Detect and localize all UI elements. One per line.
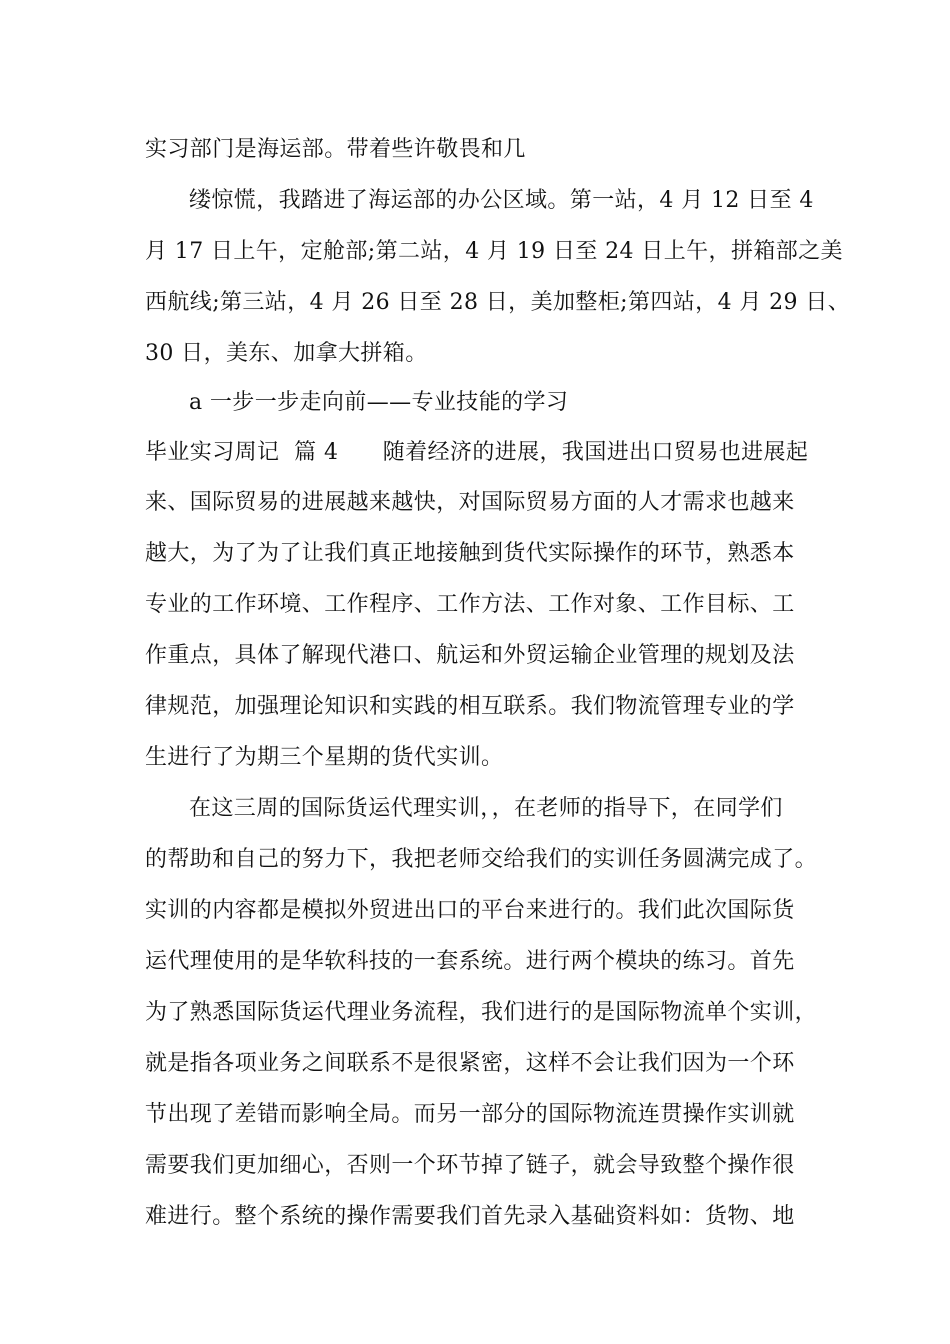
text-line: 毕业实习周记 篇 4 随着经济的进展，我国进出口贸易也进展起 bbox=[145, 440, 809, 465]
text-line: 西航线;第三站，4 月 26 日至 28 日，美加整柜;第四站，4 月 29 日、 bbox=[145, 290, 851, 315]
text-line: 需要我们更加细心，否则一个环节掉了链子，就会导致整个操作很 bbox=[145, 1153, 795, 1178]
text-line: 律规范，加强理论知识和实践的相互联系。我们物流管理专业的学 bbox=[145, 694, 795, 719]
text-line: 就是指各项业务之间联系不是很紧密，这样不会让我们因为一个环 bbox=[145, 1051, 795, 1076]
text-line: 作重点，具体了解现代港口、航运和外贸运输企业管理的规划及法 bbox=[145, 643, 795, 668]
text-line: 运代理使用的是华软科技的一套系统。进行两个模块的练习。首先 bbox=[145, 949, 795, 974]
section-heading: a 一步一步走向前——专业技能的学习 bbox=[189, 390, 569, 415]
text-line: 节出现了差错而影响全局。而另一部分的国际物流连贯操作实训就 bbox=[145, 1102, 795, 1127]
text-line: 实训的内容都是模拟外贸进出口的平台来进行的。我们此次国际货 bbox=[145, 898, 795, 923]
text-line: 为了熟悉国际货运代理业务流程，我们进行的是国际物流单个实训， bbox=[145, 1000, 818, 1025]
text-line: 来、国际贸易的进展越来越快，对国际贸易方面的人才需求也越来 bbox=[145, 490, 795, 515]
text-line: 专业的工作环境、工作程序、工作方法、工作对象、工作目标、工 bbox=[145, 592, 795, 617]
text-line: 的帮助和自己的努力下，我把老师交给我们的实训任务圆满完成了。 bbox=[145, 847, 818, 872]
text-line: 缕惊慌，我踏进了海运部的办公区域。第一站，4 月 12 日至 4 bbox=[189, 188, 814, 213]
text-line: 生进行了为期三个星期的货代实训。 bbox=[145, 745, 504, 770]
text-line: 越大，为了为了让我们真正地接触到货代实际操作的环节，熟悉本 bbox=[145, 541, 795, 566]
text-line: 月 17 日上午，定舱部;第二站，4 月 19 日至 24 日上午，拼箱部之美 bbox=[145, 239, 843, 264]
text-line: 实习部门是海运部。带着些许敬畏和几 bbox=[145, 137, 526, 162]
text-line: 30 日，美东、加拿大拼箱。 bbox=[145, 341, 428, 366]
text-line: 难进行。整个系统的操作需要我们首先录入基础资料如：货物、地 bbox=[145, 1204, 795, 1229]
text-line: 在这三周的国际货运代理实训，，在老师的指导下，在同学们 bbox=[189, 796, 783, 821]
